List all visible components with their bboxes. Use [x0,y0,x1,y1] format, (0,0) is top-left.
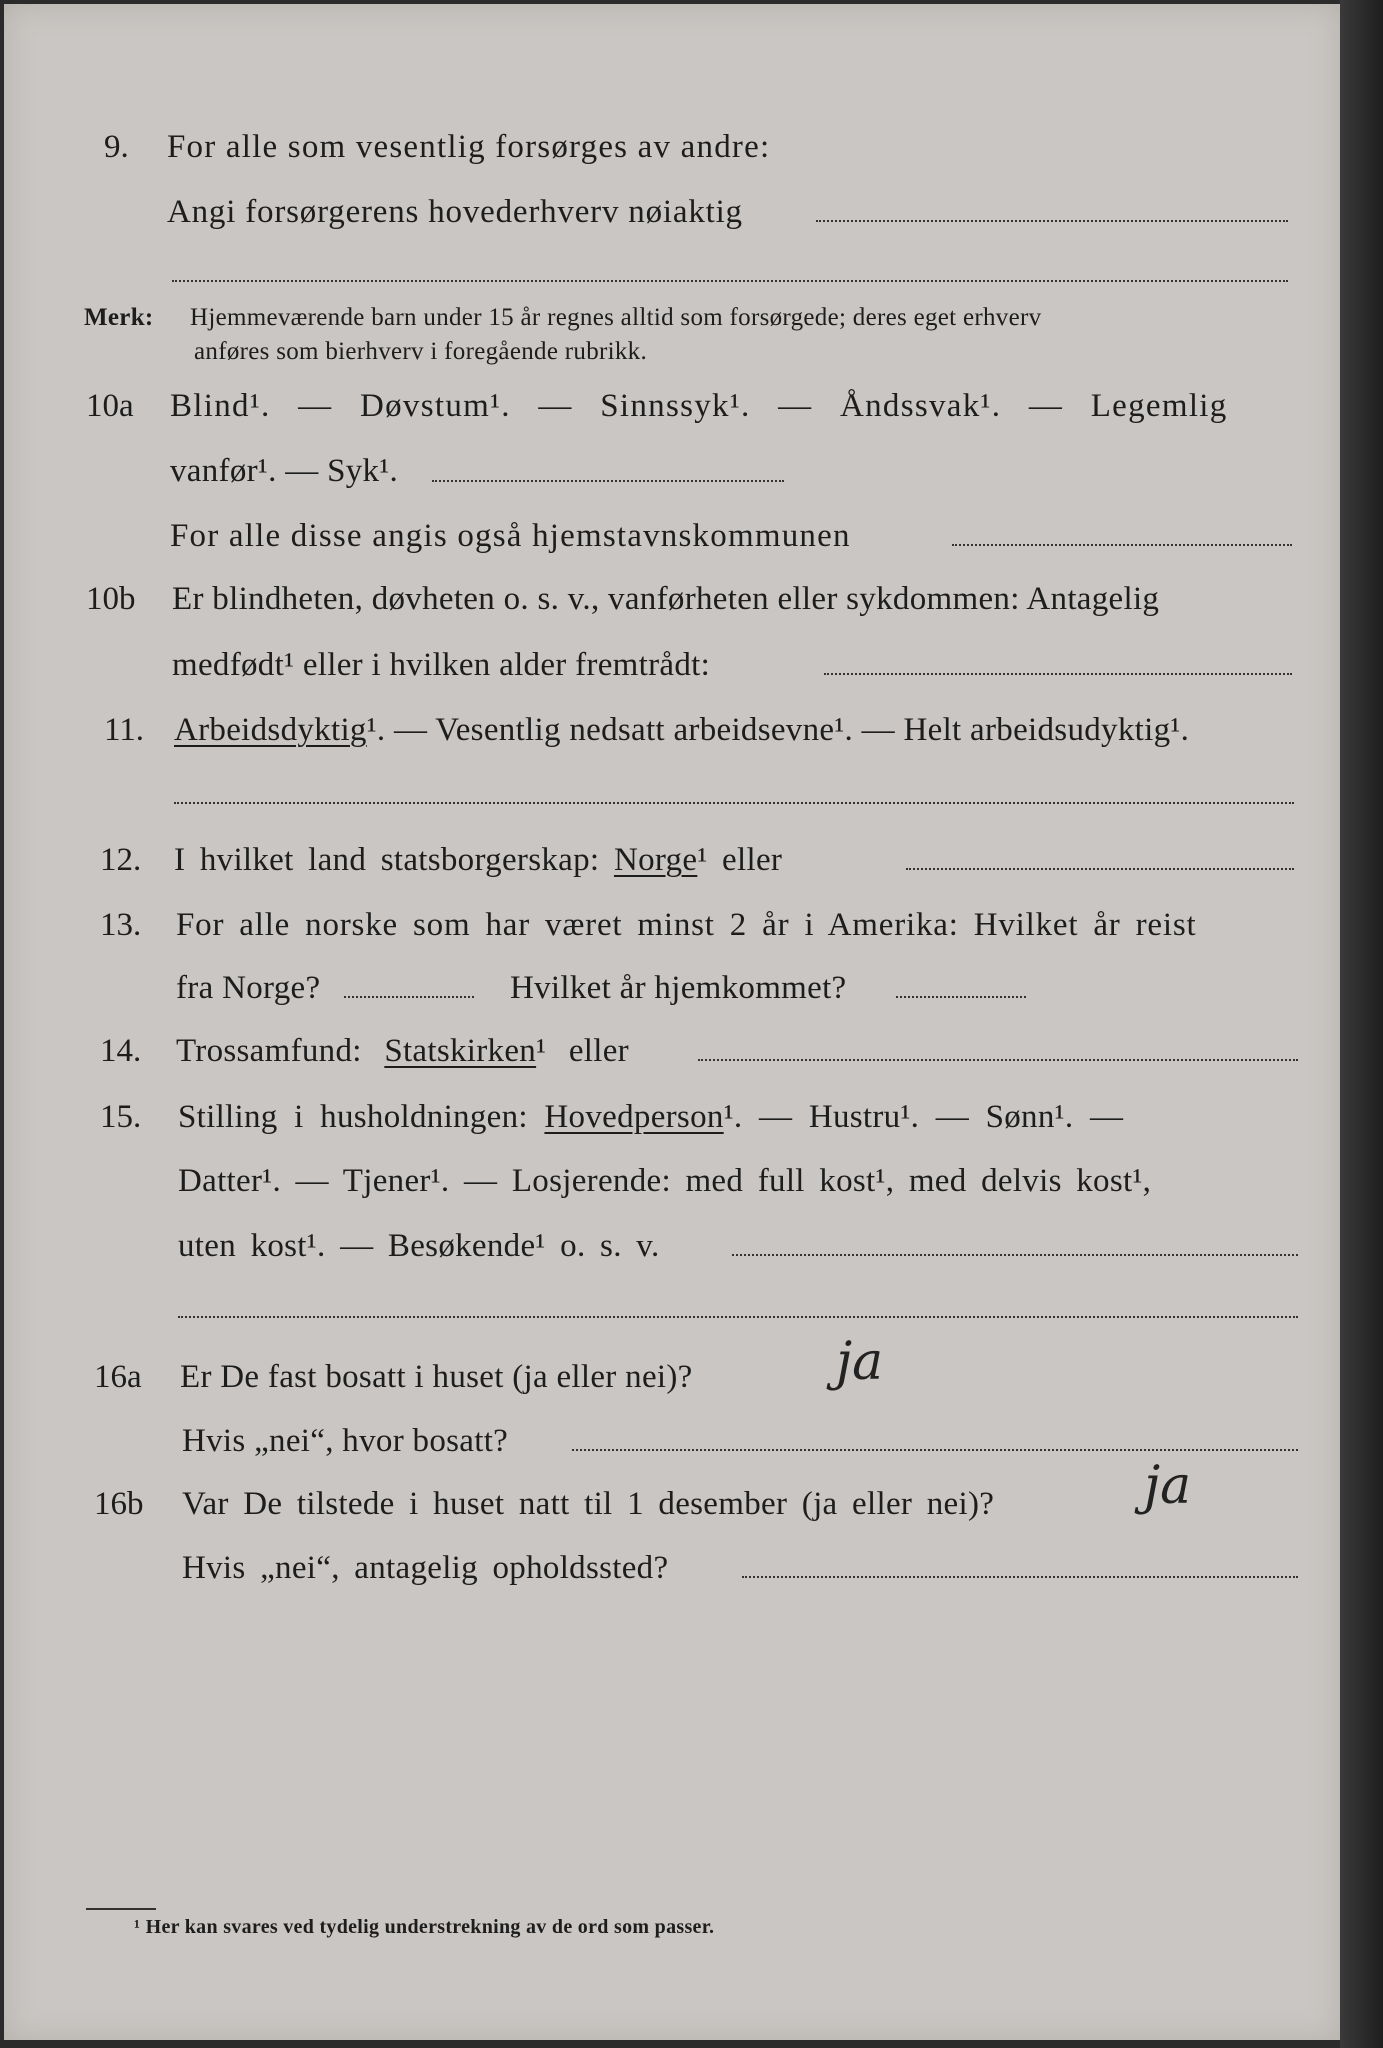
q16a-number: 16a [94,1359,142,1395]
q11-option-selected[interactable]: Arbeidsdyktig [174,712,367,748]
q10a-number: 10a [86,388,134,424]
q14-option-selected[interactable]: Statskirken [384,1033,537,1069]
q10a-line2: vanfør¹. — Syk¹. [170,453,399,489]
q13-line2a: fra Norge? [176,970,321,1006]
q11-rest: ¹. — Vesentlig nedsatt arbeidsevne¹. — Helt arbeidsudyktig¹. [366,712,1190,748]
q11-number: 11. [104,712,145,748]
q16a-residence-field[interactable] [572,1449,1298,1451]
q13-number: 13. [100,907,142,943]
q15-line1: Stilling i husholdningen: Hovedperson¹. — Hustru¹. — Sønn¹. — [178,1099,1124,1135]
scan-edge [1340,0,1383,2048]
q15-option-selected[interactable]: Hovedperson [544,1099,724,1135]
merk-line2: anføres som bierhverv i foregående rubrikk. [194,338,648,365]
q16a-handwritten-answer[interactable]: ja [836,1332,884,1392]
q16a-line1: Er De fast bosatt i huset (ja eller nei)? [180,1359,693,1395]
q10a-line3: For alle disse angis også hjemstavnskommunen [170,518,851,554]
q13-departure-field[interactable] [344,996,474,998]
q12-other-field[interactable] [906,868,1294,870]
q15-line3: uten kost¹. — Besøkende¹ o. s. v. [178,1228,660,1264]
q16b-location-field[interactable] [742,1576,1298,1578]
q12-number: 12. [100,842,142,878]
footnote: ¹ Her kan svares ved tydelig understrekning av de ord som passer. [134,1916,715,1938]
q11-extra-field[interactable] [174,802,1294,804]
q9-number: 9. [104,129,129,165]
merk-line1: Hjemmeværende barn under 15 år regnes alltid som forsørgede; deres eget erhverv [190,304,1042,331]
q15-other-field[interactable] [732,1254,1298,1256]
q14-number: 14. [100,1033,142,1069]
q10b-line2: medfødt¹ eller i hvilken alder fremtrådt: [172,647,711,683]
q10a-line1: Blind¹. — Døvstum¹. — Sinnssyk¹. — Åndssvak¹. — Legemlig [170,388,1228,424]
q11-line [174,712,1189,749]
q13-return-field[interactable] [896,996,1026,998]
footnote-rule [86,1908,156,1910]
q9-answer-field[interactable] [816,220,1288,222]
merk-label: Merk: [84,304,154,331]
q15-number: 15. [100,1099,142,1135]
q9-answer-field-2[interactable] [172,280,1288,282]
q15-extra-field[interactable] [178,1316,1298,1318]
q16a-line2: Hvis „nei“, hvor bosatt? [182,1423,509,1459]
q10b-line1: Er blindheten, døvheten o. s. v., vanførheten eller sykdommen: Antagelig [172,581,1160,617]
q15-line2: Datter¹. — Tjener¹. — Losjerende: med full kost¹, med delvis kost¹, [178,1163,1152,1199]
q12-option-selected[interactable]: Norge [613,842,698,878]
q14-other-field[interactable] [698,1059,1298,1061]
q13-line1: For alle norske som har været minst 2 år i Amerika: Hvilket år reist [176,907,1197,943]
q14-line: Trossamfund: Statskirken¹ eller [176,1033,629,1069]
q16b-handwritten-answer[interactable]: ja [1144,1456,1192,1516]
q9-line1: For alle som vesentlig forsørges av andre: [167,129,771,165]
q16b-line1: Var De tilstede i huset natt til 1 desember (ja eller nei)? [182,1486,995,1522]
q13-line2b: Hvilket år hjemkommet? [510,970,847,1006]
q9-line2: Angi forsørgerens hovederhverv nøiaktig [167,194,743,230]
q12-line: I hvilket land statsborgerskap: Norge¹ eller [174,842,783,878]
q16b-line2: Hvis „nei“, antagelig opholdssted? [182,1550,669,1586]
census-form-page [4,4,1340,2040]
q10b-number: 10b [86,581,136,617]
q10b-age-field[interactable] [824,673,1292,675]
q16b-number: 16b [94,1486,144,1522]
q10a-hometown-field[interactable] [952,544,1292,546]
q10a-sick-field[interactable] [432,480,784,482]
